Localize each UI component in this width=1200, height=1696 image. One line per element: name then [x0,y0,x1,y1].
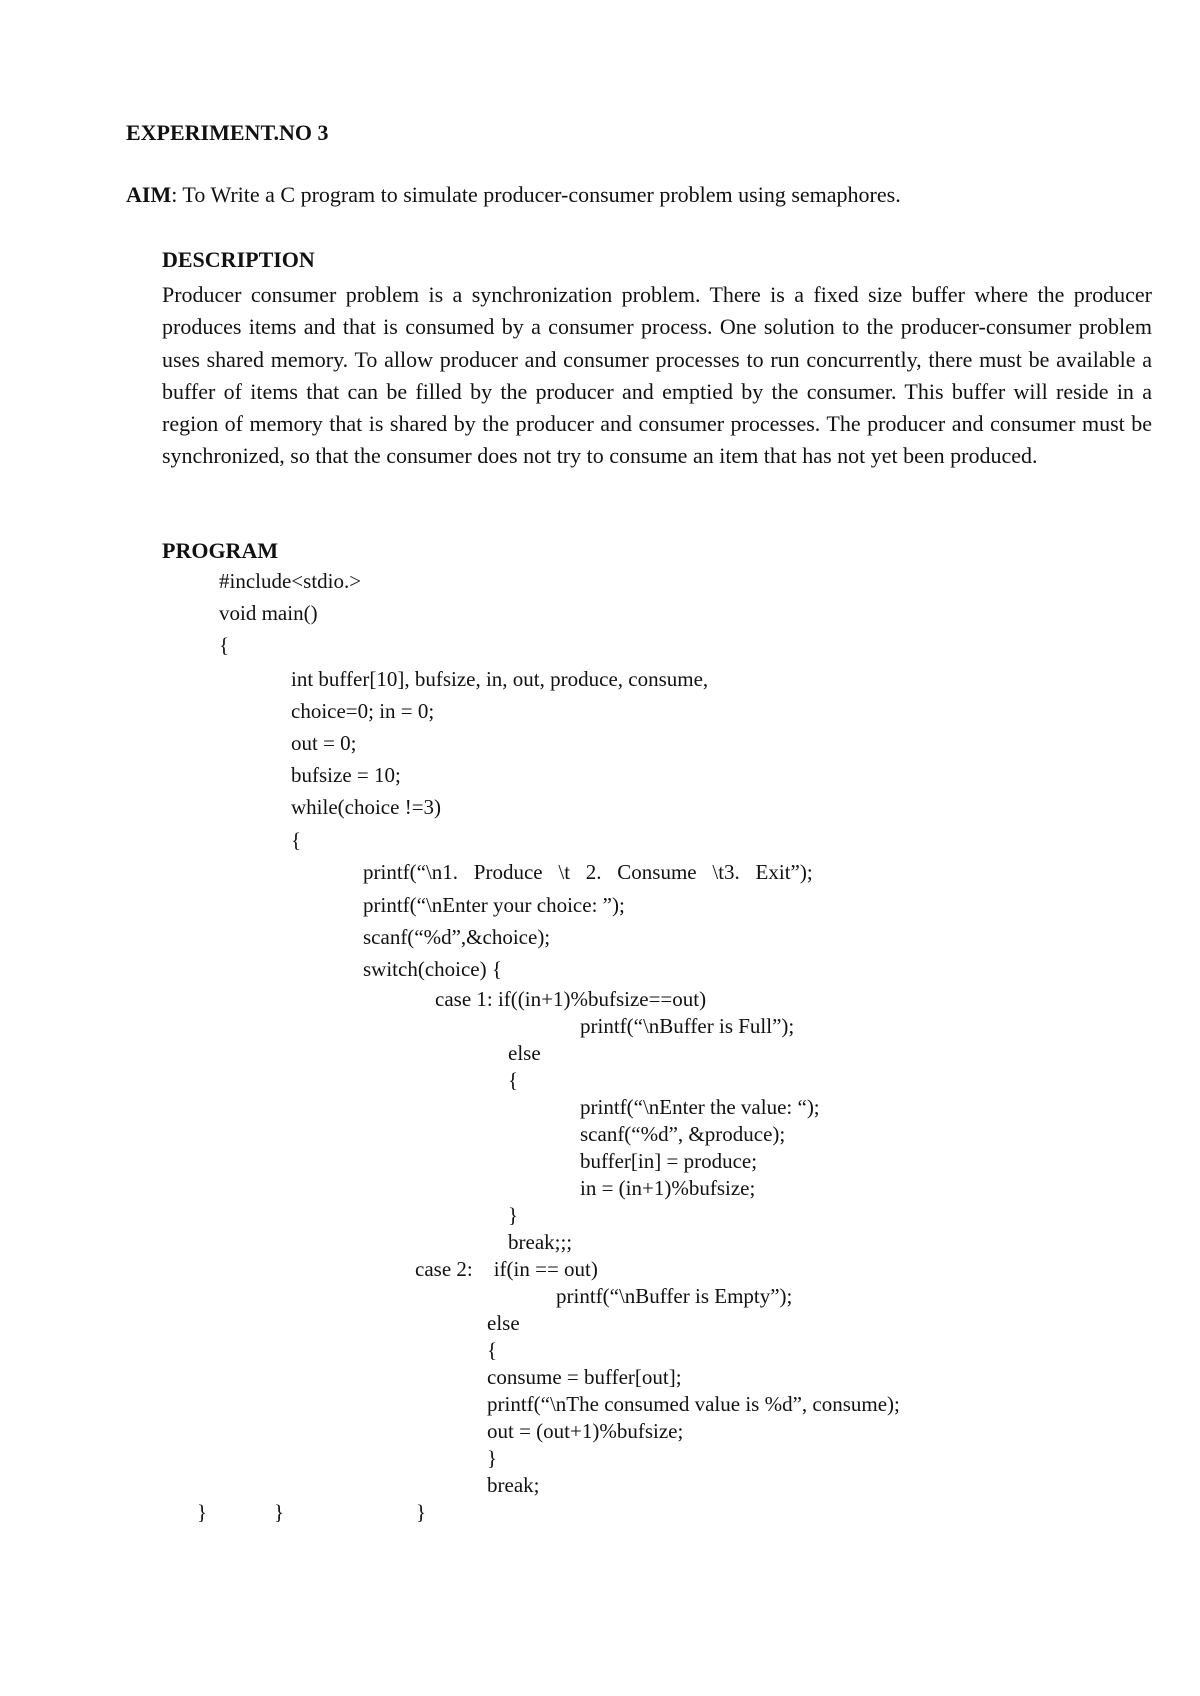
code-line: } [508,1203,519,1227]
code-line: { [487,1338,498,1362]
code-line: out = (out+1)%bufsize; [487,1419,684,1443]
code-line: switch(choice) { [363,957,502,981]
code-line: printf(“\nEnter your choice: ”); [363,893,625,917]
description-heading: DESCRIPTION [162,247,315,272]
code-line: { [219,633,230,657]
code-line: printf(“\nBuffer is Empty”); [556,1284,793,1308]
code-line: in = (in+1)%bufsize; [580,1176,756,1200]
code-line: printf(“\nBuffer is Full”); [580,1014,795,1038]
aim-label: AIM [126,182,172,207]
experiment-title: EXPERIMENT.NO 3 [126,120,329,145]
code-line: bufsize = 10; [291,763,401,787]
code-line: case 1: if((in+1)%bufsize==out) [435,987,707,1011]
aim-text: : To Write a C program to simulate producer-consumer problem using semaphores. [171,182,901,207]
code-line: else [487,1311,520,1335]
code-line: else [508,1041,541,1065]
code-line: out = 0; [291,731,357,755]
code-line: while(choice !=3) [291,795,442,819]
code-line: scanf(“%d”,&choice); [363,925,551,949]
code-line: choice=0; in = 0; [291,699,435,723]
description-body: Producer consumer problem is a synchronization problem. There is a fixed size buffer where the producer produces items and that is consumed by a consumer process. One solution to the producer-consumer problem uses shared memory. To allow producer and consumer processes to run concurrently, there must be available a buffer of items that can be filled by the producer and emptied by the consumer. This buffer will reside in a region of memory that is shared by the producer and consumer processes. The producer and consumer must be synchronized, so that the consumer does not try to consume an item that has not yet been produced. [162,282,1152,469]
code-line: void main() [219,601,318,625]
code-line: int buffer[10], bufsize, in, out, produce, consume, [291,667,709,691]
code-line: } [197,1500,208,1524]
code-line: break;;; [508,1230,573,1254]
code-line: buffer[in] = produce; [580,1149,758,1173]
code-line: } [274,1500,285,1524]
code-line: printf(“\nThe consumed value is %d”, consume); [487,1392,900,1416]
code-line: consume = buffer[out]; [487,1365,682,1389]
code-line: { [291,828,302,852]
code-line: } [487,1446,498,1470]
aim-line [126,182,901,208]
code-line: { [508,1068,519,1092]
code-line: case 2: if(in == out) [415,1257,598,1281]
code-line: printf(“\nEnter the value: “); [580,1095,820,1119]
program-heading: PROGRAM [162,538,279,563]
code-line: #include<stdio.> [219,569,362,593]
code-line: scanf(“%d”, &produce); [580,1122,786,1146]
code-line: break; [487,1473,540,1497]
code-line: printf(“\n1. Produce \t 2. Consume \t3. Exit”); [363,860,813,884]
code-line: } [416,1500,427,1524]
